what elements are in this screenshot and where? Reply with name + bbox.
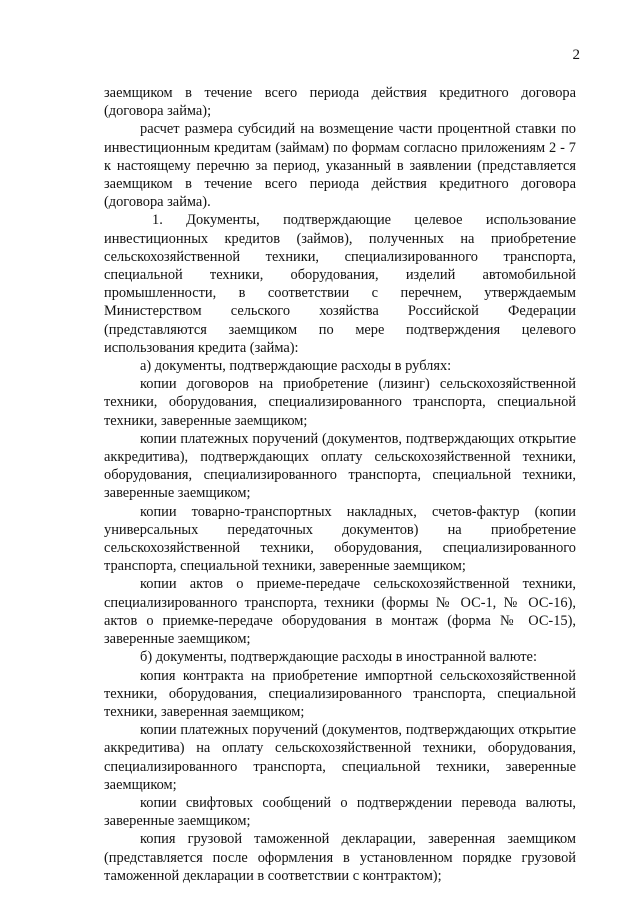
paragraph: копии платежных поручений (документов, подтверждающих открытие аккредитива), подтверждающих оплату сельскохозяйственной техники, оборудования, специализированного транспорта, специальной техники, заверенные заемщиком;	[104, 430, 576, 502]
paragraph: 1. Документы, подтверждающие целевое использование инвестиционных кредитов (займов), полученных на приобретение сельскохозяйственной техники, специализированного транспорта, специальной техники, оборудования, изделий автомобильной промышленности, в соответствии с перечнем, утверждаемым Министерством сельского хозяйства Российской Федерации (представляются заемщиком по мере подтверждения целевого использования кредита (займа):	[104, 212, 576, 356]
paragraph: копия контракта на приобретение импортной сельскохозяйственной техники, оборудования, специализированного транспорта, специальной техники, заверенная заемщиком;	[104, 667, 576, 720]
paragraph: а) документы, подтверждающие расходы в рублях:	[140, 358, 452, 375]
paragraph: расчет размера субсидий на возмещение части процентной ставки по инвестиционным кредитам (займам) по формам согласно приложениям 2 - 7 к настоящему перечню за период, указанный в заявлении (представляется заемщиком в течение всего периода действия кредитного договора (договора займа).	[104, 121, 576, 211]
paragraph: б) документы, подтверждающие расходы в иностранной валюте:	[140, 649, 537, 666]
page-number: 2	[572, 47, 580, 63]
paragraph: заемщиком в течение всего периода действия кредитного договора (договора займа);	[104, 85, 576, 120]
paragraph: копии свифтовых сообщений о подтверждении перевода валюты, заверенные заемщиком;	[104, 794, 576, 830]
paragraph: копии договоров на приобретение (лизинг) сельскохозяйственной техники, оборудования, специализированного транспорта, специальной техники, заверенные заемщиком;	[104, 376, 576, 429]
document-body	[104, 84, 576, 885]
paragraph: копии актов о приеме-передаче сельскохозяйственной техники, специализированного транспорта, техники (формы № ОС-1, № ОС-16), актов о приемке-передаче оборудования в монтаж (форма № ОС-15), заверенные заемщиком;	[104, 576, 576, 648]
paragraph: копии платежных поручений (документов, подтверждающих открытие аккредитива) на оплату сельскохозяйственной техники, оборудования, специализированного транспорта, специальной техники, заверенные заемщиком;	[104, 722, 576, 793]
paragraph: копии товарно-транспортных накладных, счетов-фактур (копии универсальных передаточных документов) на приобретение сельскохозяйственной техники, оборудования, специализированного транспорта, специальной техники, заверенные заемщиком;	[104, 503, 576, 575]
paragraph: копия грузовой таможенной декларации, заверенная заемщиком (представляется после оформления в установленном порядке грузовой таможенной декларации в соответствии с контрактом);	[104, 831, 576, 884]
